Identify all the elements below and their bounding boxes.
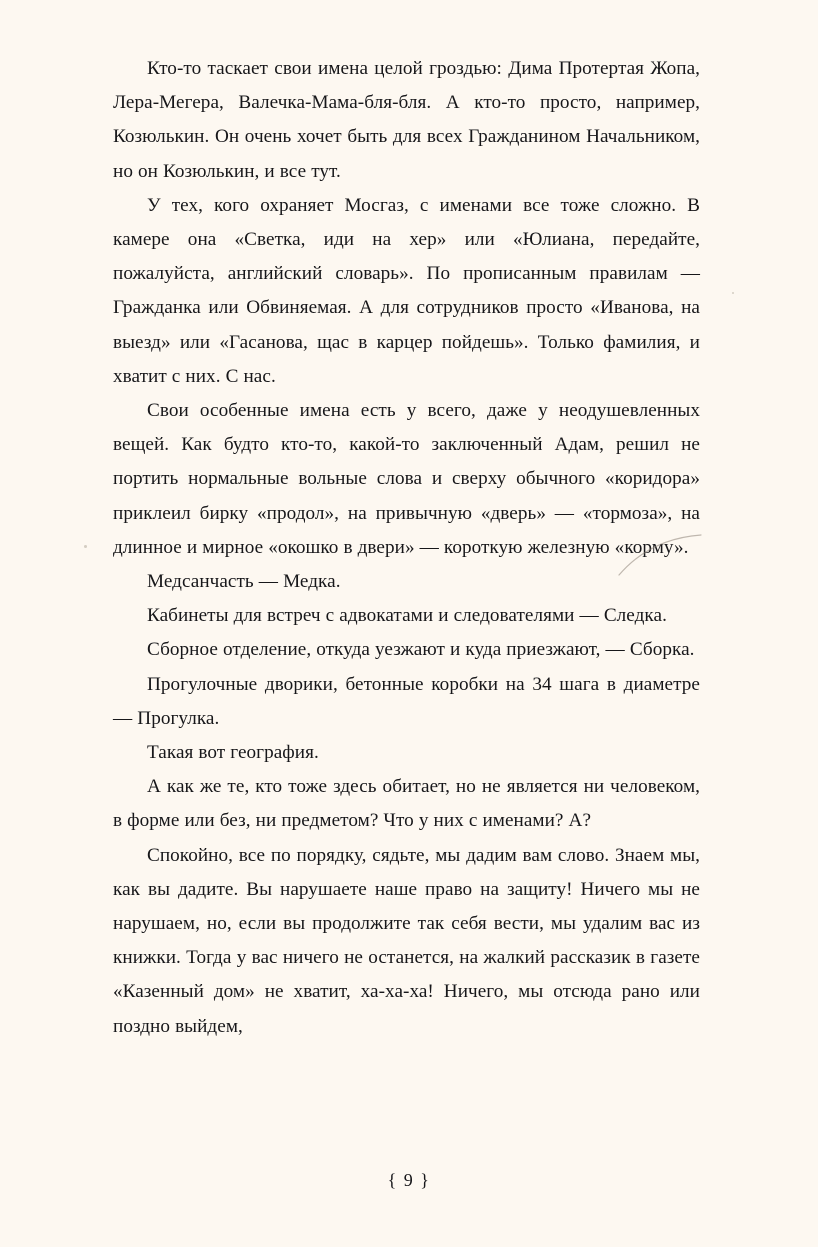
paragraph: Кабинеты для встреч с адвокатами и следователями — Следка. [147, 605, 667, 627]
paper-speck-icon [84, 545, 87, 548]
page-body-text [113, 52, 700, 1044]
paragraph: Прогулочные дворики, бетонные коробки на 34 шага в диаметре — Прогулка. [113, 673, 700, 729]
paragraph: У тех, кого охраняет Мосгаз, с именами все тоже сложно. В камере она «Светка, иди на хер» или «Юлиана, передайте, пожалуйста, английский словарь». По прописанным правилам — Гражданка или Обвиняемая. А для сотрудников просто «Иванова, на выезд» или «Гасанова, щас в карцер пойдешь». Только фамилия, и хватит с них. С нас. [113, 194, 700, 387]
paragraph: Кто-то таскает свои имена целой гроздью: Дима Протертая Жопа, Лера-Мегера, Валечка-Мама-бля-бля. А кто-то просто, например, Козюлькин. Он очень хочет быть для всех Гражданином Начальником, но он Козюлькин, и все тут. [113, 58, 700, 182]
page-number: { 9 } [387, 1170, 431, 1190]
paragraph: Спокойно, все по порядку, сядьте, мы дадим вам слово. Знаем мы, как вы дадите. Вы нарушаете наше право на защиту! Ничего мы не нарушаем, но, если вы продолжите так себя вести, мы удалим вас из книжки. Тогда у вас ничего не останется, на жалкий рассказик в газете «Казенный дом» не хватит, ха-ха-ха! Ничего, мы отсюда рано или поздно выйдем, [113, 844, 700, 1037]
paragraph: Сборное отделение, откуда уезжают и куда приезжают, — Сборка. [147, 639, 695, 661]
paper-speck-icon [732, 292, 734, 294]
paragraph: Такая вот география. [147, 742, 319, 764]
paragraph: Медсанчасть — Медка. [147, 571, 341, 593]
paragraph: Свои особенные имена есть у всего, даже у неодушевленных вещей. Как будто кто-то, какой-то заключенный Адам, решил не портить нормальные вольные слова и сверху обычного «коридора» приклеил бирку «продол», на привычную «дверь» — «тормоза», на длинное и мирное «окошко в двери» — короткую железную «корму». [113, 400, 700, 558]
paragraph: А как же те, кто тоже здесь обитает, но не является ни человеком, в форме или без, ни предметом? Что у них с именами? А? [113, 776, 700, 832]
